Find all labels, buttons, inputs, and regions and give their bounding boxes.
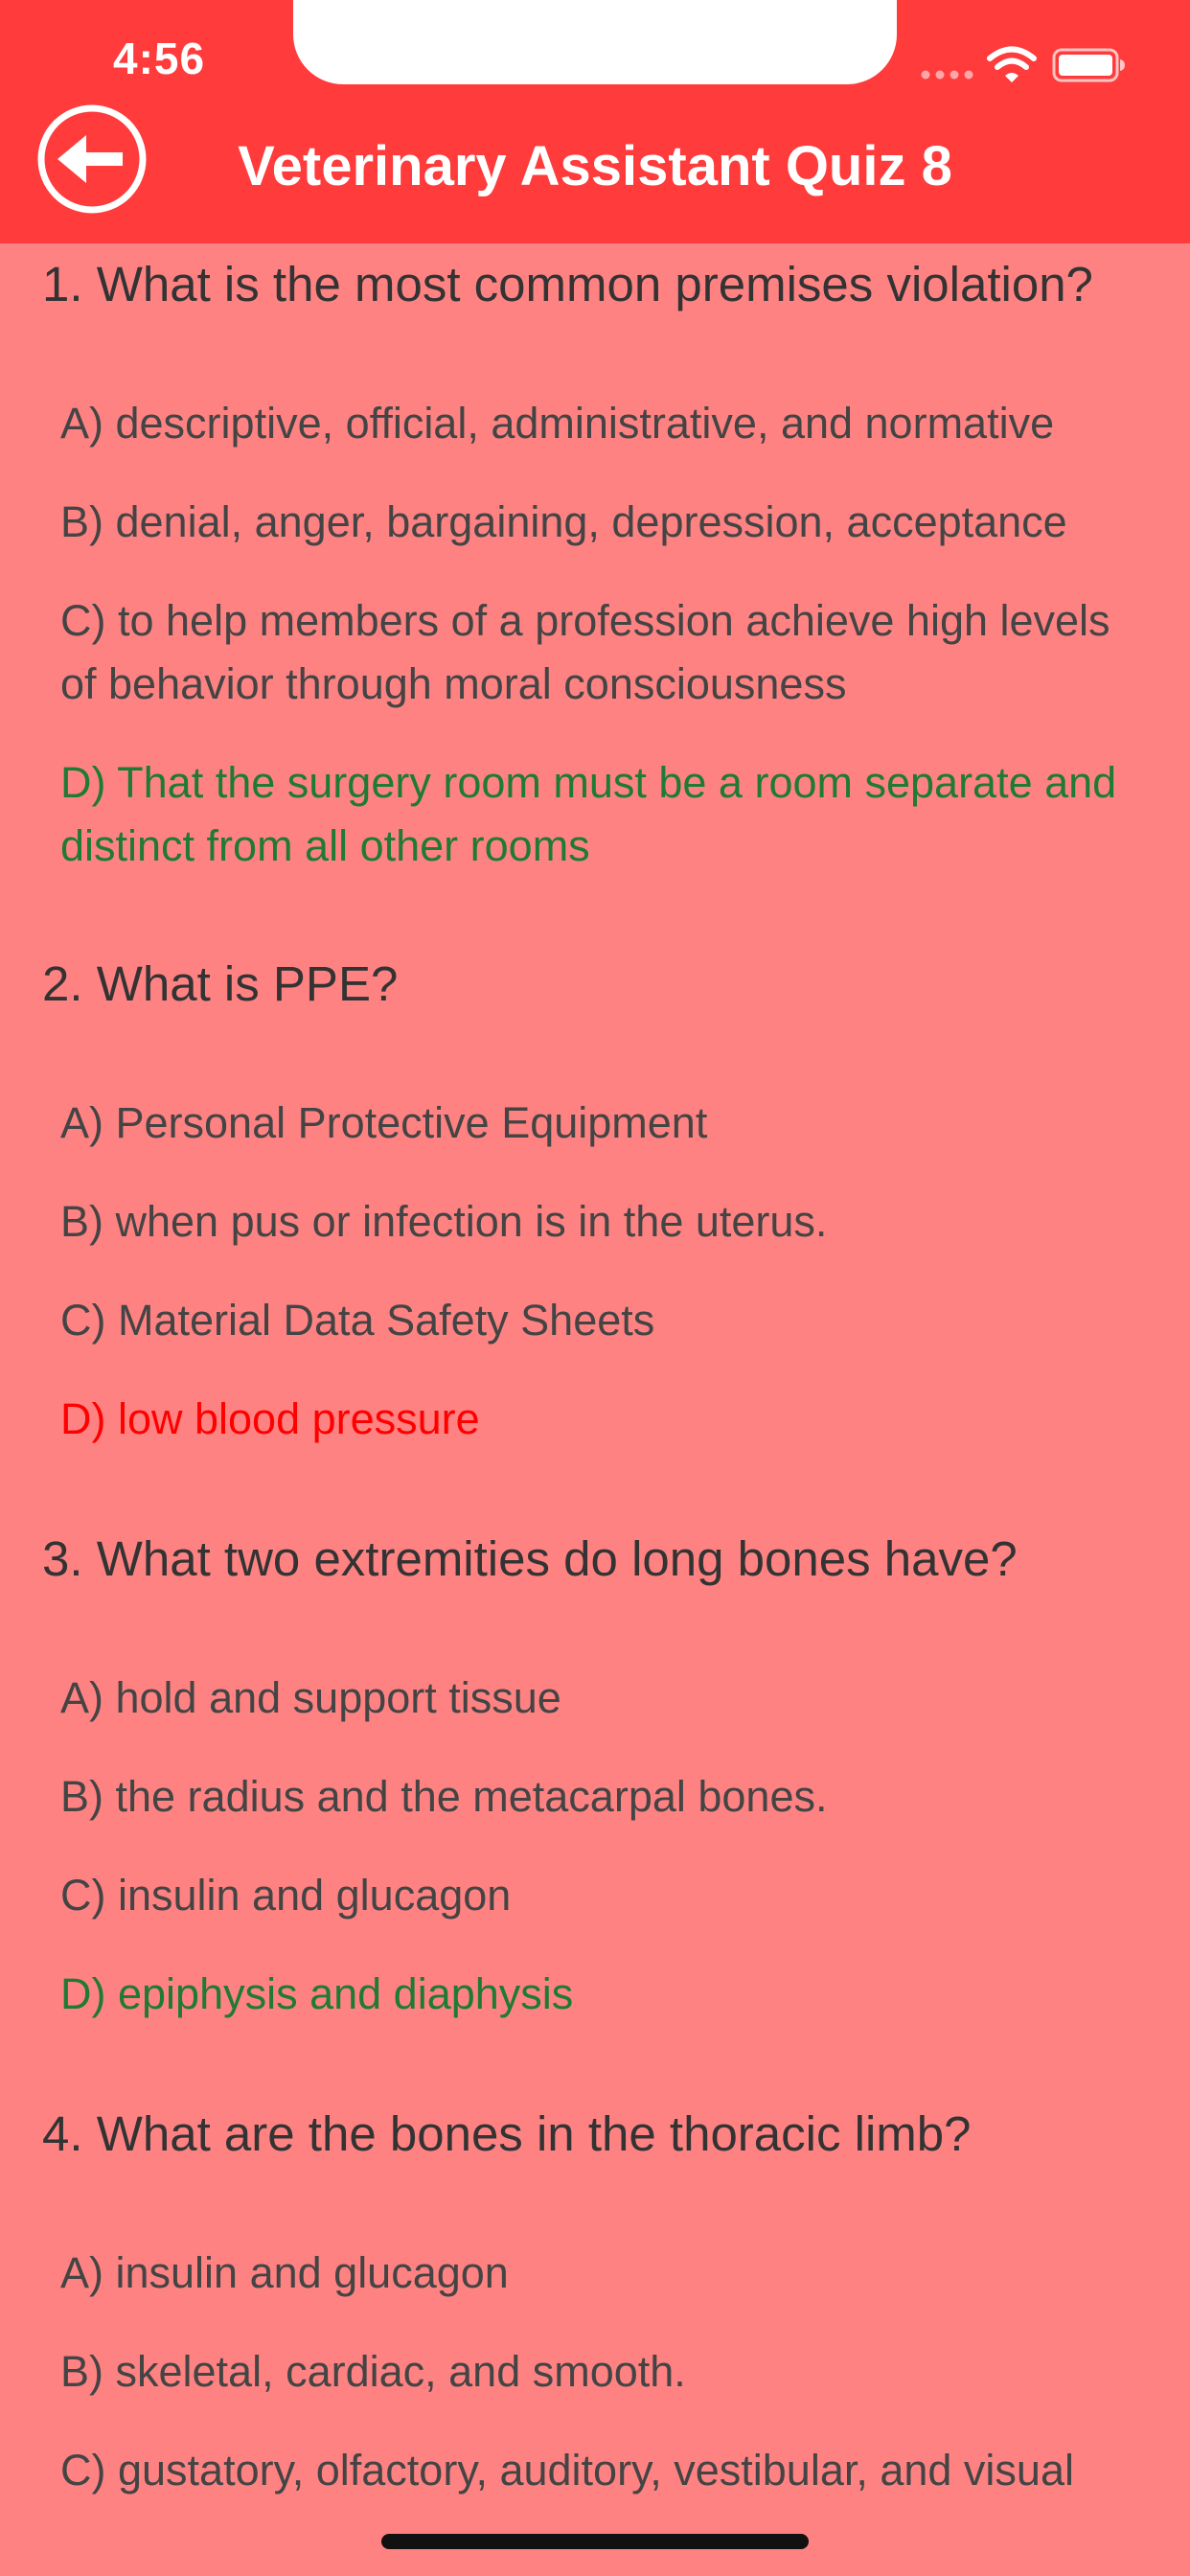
question-1-option-d-correct[interactable]: D) That the surgery room must be a room separate and distinct from all other rooms — [60, 758, 1117, 870]
question-1-option-c[interactable]: C) to help members of a profession achieve high levels of behavior through moral consciousness — [60, 596, 1110, 708]
wifi-icon — [987, 46, 1037, 84]
question-1-text: 1. What is the most common premises violation? — [42, 257, 1093, 311]
home-indicator — [381, 2534, 809, 2549]
question-4-option-c[interactable]: C) gustatory, olfactory, auditory, vestibular, and visual — [60, 2446, 1074, 2495]
question-3-option-b[interactable]: B) the radius and the metacarpal bones. — [60, 1772, 828, 1821]
status-time: 4:56 — [113, 34, 206, 83]
question-2-option-a[interactable]: A) Personal Protective Equipment — [60, 1098, 708, 1147]
page-title: Veterinary Assistant Quiz 8 — [238, 135, 952, 197]
question-4-option-b[interactable]: B) skeletal, cardiac, and smooth. — [60, 2347, 686, 2396]
question-4-option-a[interactable]: A) insulin and glucagon — [60, 2248, 509, 2297]
question-3-option-c[interactable]: C) insulin and glucagon — [60, 1871, 512, 1920]
question-3-option-a[interactable]: A) hold and support tissue — [60, 1673, 561, 1722]
question-1-option-b[interactable]: B) denial, anger, bargaining, depression, acceptance — [60, 497, 1067, 546]
cellular-signal-icon — [920, 69, 975, 80]
device-notch — [293, 0, 897, 84]
nav-header — [0, 0, 1190, 243]
question-3-option-d-correct[interactable]: D) epiphysis and diaphysis — [60, 1969, 574, 2018]
question-2-text: 2. What is PPE? — [42, 956, 399, 1011]
question-1-option-a[interactable]: A) descriptive, official, administrative, and normative — [60, 399, 1055, 448]
question-2-option-d-wrong[interactable]: D) low blood pressure — [60, 1394, 480, 1443]
question-2-option-b[interactable]: B) when pus or infection is in the uterus. — [60, 1197, 828, 1246]
battery-icon — [1052, 48, 1127, 82]
question-3-text: 3. What two extremities do long bones have? — [42, 1531, 1018, 1586]
quiz-review-list — [0, 243, 1190, 2576]
question-2-option-c[interactable]: C) Material Data Safety Sheets — [60, 1296, 655, 1345]
question-4-text: 4. What are the bones in the thoracic limb? — [42, 2106, 972, 2161]
